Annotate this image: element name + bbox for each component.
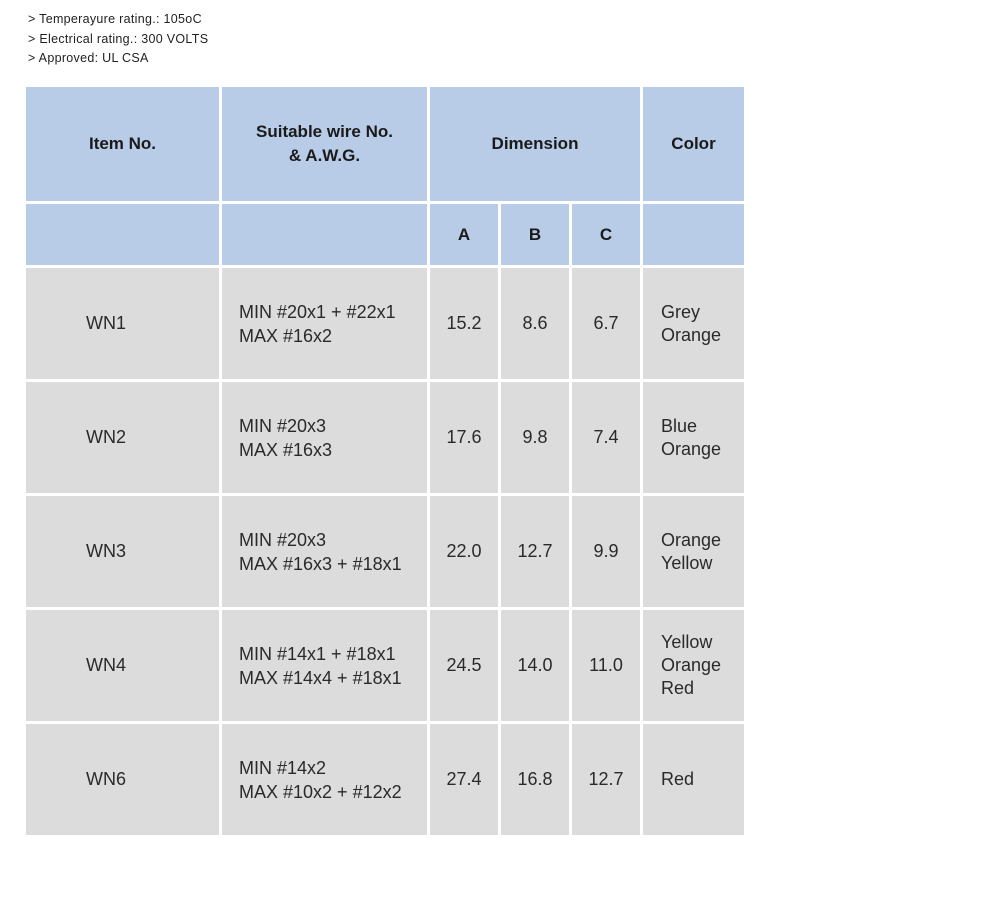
wire-max-text: MAX #14x4 + #18x1	[239, 667, 402, 688]
color-cell	[643, 382, 744, 493]
dimension-c-cell: 11.0	[572, 610, 640, 721]
color-name: Orange	[661, 324, 722, 345]
color-cell	[643, 268, 744, 379]
wire-max-text: MAX #16x2	[239, 325, 333, 346]
dimension-b-cell: 14.0	[501, 610, 569, 721]
table-row	[26, 268, 744, 379]
table-row	[26, 382, 744, 493]
wire-min-text: MIN #20x3	[239, 415, 327, 436]
header-suitable-wire-line2: & A.W.G.	[288, 146, 361, 165]
suitable-wire-cell	[222, 496, 427, 607]
color-cell	[643, 610, 744, 721]
item-no-cell: WN1	[26, 268, 219, 379]
wire-min-text: MIN #20x1 + #22x1	[239, 301, 396, 322]
header-item-no: Item No.	[26, 87, 219, 201]
color-name: Orange	[661, 655, 722, 675]
suitable-wire-cell	[222, 724, 427, 835]
color-name: Yellow	[661, 552, 713, 573]
suitable-wire-cell	[222, 610, 427, 721]
header-color: Color	[643, 87, 744, 201]
suitable-wire-cell	[222, 268, 427, 379]
subheader-dim-a: A	[430, 204, 498, 265]
color-name: Red	[661, 678, 695, 698]
dimension-c-cell: 6.7	[572, 268, 640, 379]
table-row	[26, 610, 744, 721]
subheader-dim-c: C	[572, 204, 640, 265]
wire-max-text: MAX #16x3	[239, 439, 333, 460]
dimension-c-cell: 9.9	[572, 496, 640, 607]
color-name: Yellow	[661, 632, 713, 652]
item-no-cell: WN3	[26, 496, 219, 607]
dimension-b-cell: 16.8	[501, 724, 569, 835]
wire-min-text: MIN #14x2	[239, 757, 327, 778]
color-name: Blue	[661, 415, 698, 436]
table-subheader-row	[26, 204, 744, 265]
header-suitable-wire	[222, 87, 427, 201]
dimension-c-cell: 12.7	[572, 724, 640, 835]
wire-min-text: MIN #14x1 + #18x1	[239, 643, 396, 664]
dimension-a-cell: 22.0	[430, 496, 498, 607]
dimension-a-cell: 24.5	[430, 610, 498, 721]
subheader-empty-item	[26, 204, 219, 265]
wire-max-text: MAX #10x2 + #12x2	[239, 781, 402, 802]
color-name: Orange	[661, 438, 722, 459]
color-cell	[643, 724, 744, 835]
spec-list	[28, 10, 208, 69]
wire-min-text: MIN #20x3	[239, 529, 327, 550]
color-name: Grey	[661, 301, 701, 322]
item-no-cell: WN4	[26, 610, 219, 721]
wire-max-text: MAX #16x3 + #18x1	[239, 553, 402, 574]
wire-spec-table	[23, 84, 747, 838]
suitable-wire-cell	[222, 382, 427, 493]
table-body	[26, 268, 744, 835]
dimension-c-cell: 7.4	[572, 382, 640, 493]
subheader-dim-b: B	[501, 204, 569, 265]
table-row	[26, 496, 744, 607]
table-header-row	[26, 87, 744, 201]
header-suitable-wire-line1: Suitable wire No.	[256, 122, 393, 141]
spec-electrical-rating: > Electrical rating.: 300 VOLTS	[28, 31, 209, 46]
dimension-b-cell: 12.7	[501, 496, 569, 607]
color-cell	[643, 496, 744, 607]
item-no-cell: WN2	[26, 382, 219, 493]
item-no-cell: WN6	[26, 724, 219, 835]
spec-temperature-rating: > Temperayure rating.: 105oC	[28, 12, 202, 26]
dimension-b-cell: 9.8	[501, 382, 569, 493]
color-name: Orange	[661, 529, 722, 550]
dimension-a-cell: 27.4	[430, 724, 498, 835]
table-row	[26, 724, 744, 835]
dimension-a-cell: 17.6	[430, 382, 498, 493]
dimension-a-cell: 15.2	[430, 268, 498, 379]
subheader-empty-wire	[222, 204, 427, 265]
dimension-b-cell: 8.6	[501, 268, 569, 379]
subheader-empty-color	[643, 204, 744, 265]
color-name: Red	[661, 769, 695, 789]
header-dimension: Dimension	[430, 87, 640, 201]
spec-approval: > Approved: UL CSA	[28, 51, 149, 65]
